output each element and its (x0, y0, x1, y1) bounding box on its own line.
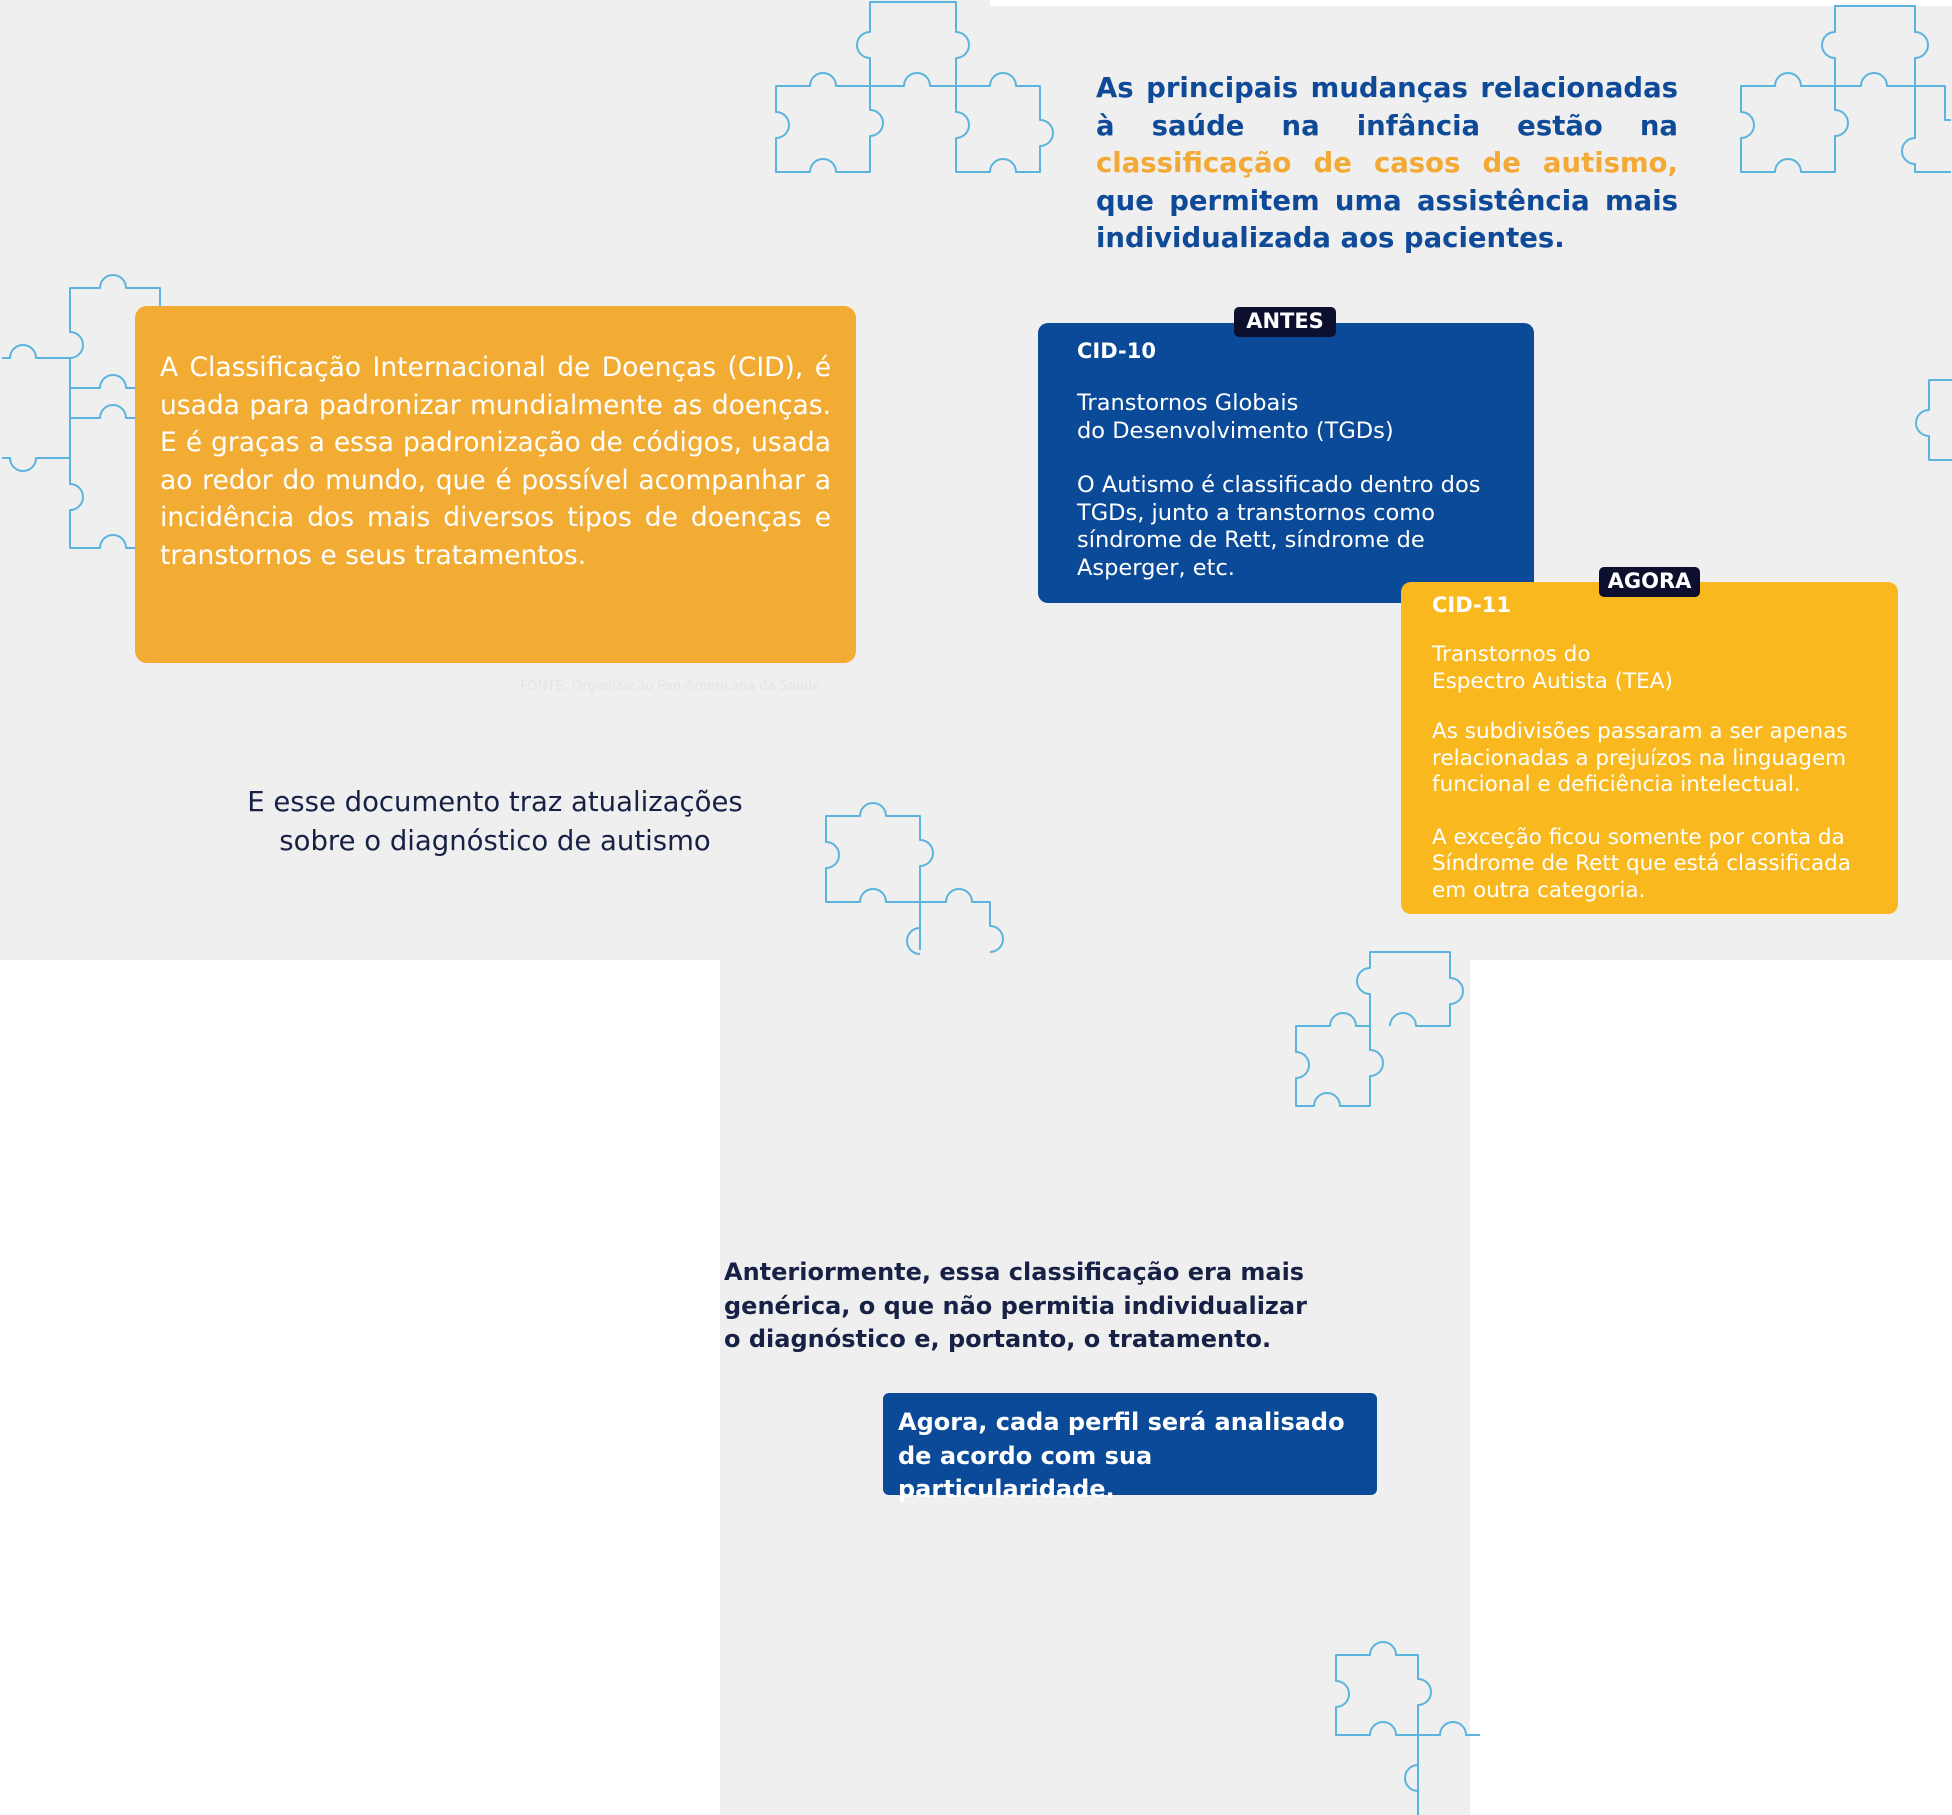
cid10-code: CID-10 (1077, 339, 1156, 363)
cid10-title-line1: Transtornos Globais (1077, 390, 1299, 416)
source-note: FONTE: Organização Pan-Americana da Saúde (520, 679, 821, 694)
puzzle-decoration-center-right (1260, 950, 1480, 1140)
puzzle-decoration-middle (790, 760, 1040, 960)
bottom-right-blank (1480, 960, 1952, 1815)
document-note-line1: E esse documento traz atualizações (247, 786, 743, 818)
intro-highlight: classificação de casos de autismo, (1096, 147, 1678, 179)
now-callout-line2: de acordo com sua particularidade. (898, 1441, 1153, 1503)
cid-info-text: A Classificação Internacional de Doenças (CID), é usada para padronizar mundialmente as doenças. E é graças a essa padronização de códigos, usada ao redor do mundo, que é possível acompanhar a incidência dos mais diversos tipos de doenças e transtornos e seus tratamentos. (160, 352, 831, 571)
cid10-desc-line4: Asperger, etc. (1077, 554, 1235, 581)
cid11-desc-line2: relacionadas a prejuízos na linguagem (1432, 745, 1847, 771)
cid10-desc-line1: O Autismo é classificado dentro dos (1077, 472, 1481, 498)
cid11-desc-line1: As subdivisões passaram a ser apenas (1432, 719, 1848, 744)
cid11-card (1401, 582, 1898, 914)
cid11-desc-line3: funcional e deficiência intelectual. (1432, 772, 1801, 797)
now-callout (883, 1393, 1377, 1503)
intro-heading (1096, 70, 1678, 258)
intro-text-part1: As principais mudanças relacionadas à saúde na infância estão na (1096, 72, 1678, 142)
document-note-line2: sobre o diagnóstico de autismo (279, 825, 711, 857)
tag-agora: AGORA (1599, 567, 1700, 597)
cid11-code: CID-11 (1432, 593, 1511, 617)
cid-info-card (135, 306, 856, 663)
cid11-title-line1: Transtornos do (1432, 642, 1591, 667)
puzzle-decoration-top-center (740, 0, 1080, 210)
cid10-title-line2: do Desenvolvimento (TGDs) (1077, 417, 1394, 444)
previously-line2: genérica, o que não permitia individualizar (724, 1291, 1307, 1320)
cid11-exception-line2: Síndrome de Rett que está classificada (1432, 851, 1851, 876)
cid10-card (1038, 323, 1534, 603)
puzzle-decoration-top-right (1705, 0, 1952, 220)
now-callout-line1: Agora, cada perfil será analisado (898, 1408, 1345, 1436)
cid11-exception-line3: em outra categoria. (1432, 877, 1646, 903)
previously-text (724, 1256, 1344, 1357)
document-note (215, 783, 775, 861)
tag-antes: ANTES (1234, 307, 1336, 337)
puzzle-decoration-bottom (1300, 1625, 1490, 1815)
cid11-title-line2: Espectro Autista (TEA) (1432, 668, 1673, 694)
cid10-desc-line3: síndrome de Rett, síndrome de (1077, 527, 1425, 553)
previously-line1: Anteriormente, essa classificação era mais (724, 1258, 1305, 1286)
puzzle-decoration-right-edge (1895, 360, 1952, 480)
cid10-desc-line2: TGDs, junto a transtornos como (1077, 499, 1435, 526)
cid11-exception-line1: A exceção ficou somente por conta da (1432, 824, 1845, 850)
previously-line3: o diagnóstico e, portanto, o tratamento. (724, 1325, 1272, 1353)
intro-text-part2: que permitem uma assistência mais individualizada aos pacientes. (1096, 184, 1678, 254)
